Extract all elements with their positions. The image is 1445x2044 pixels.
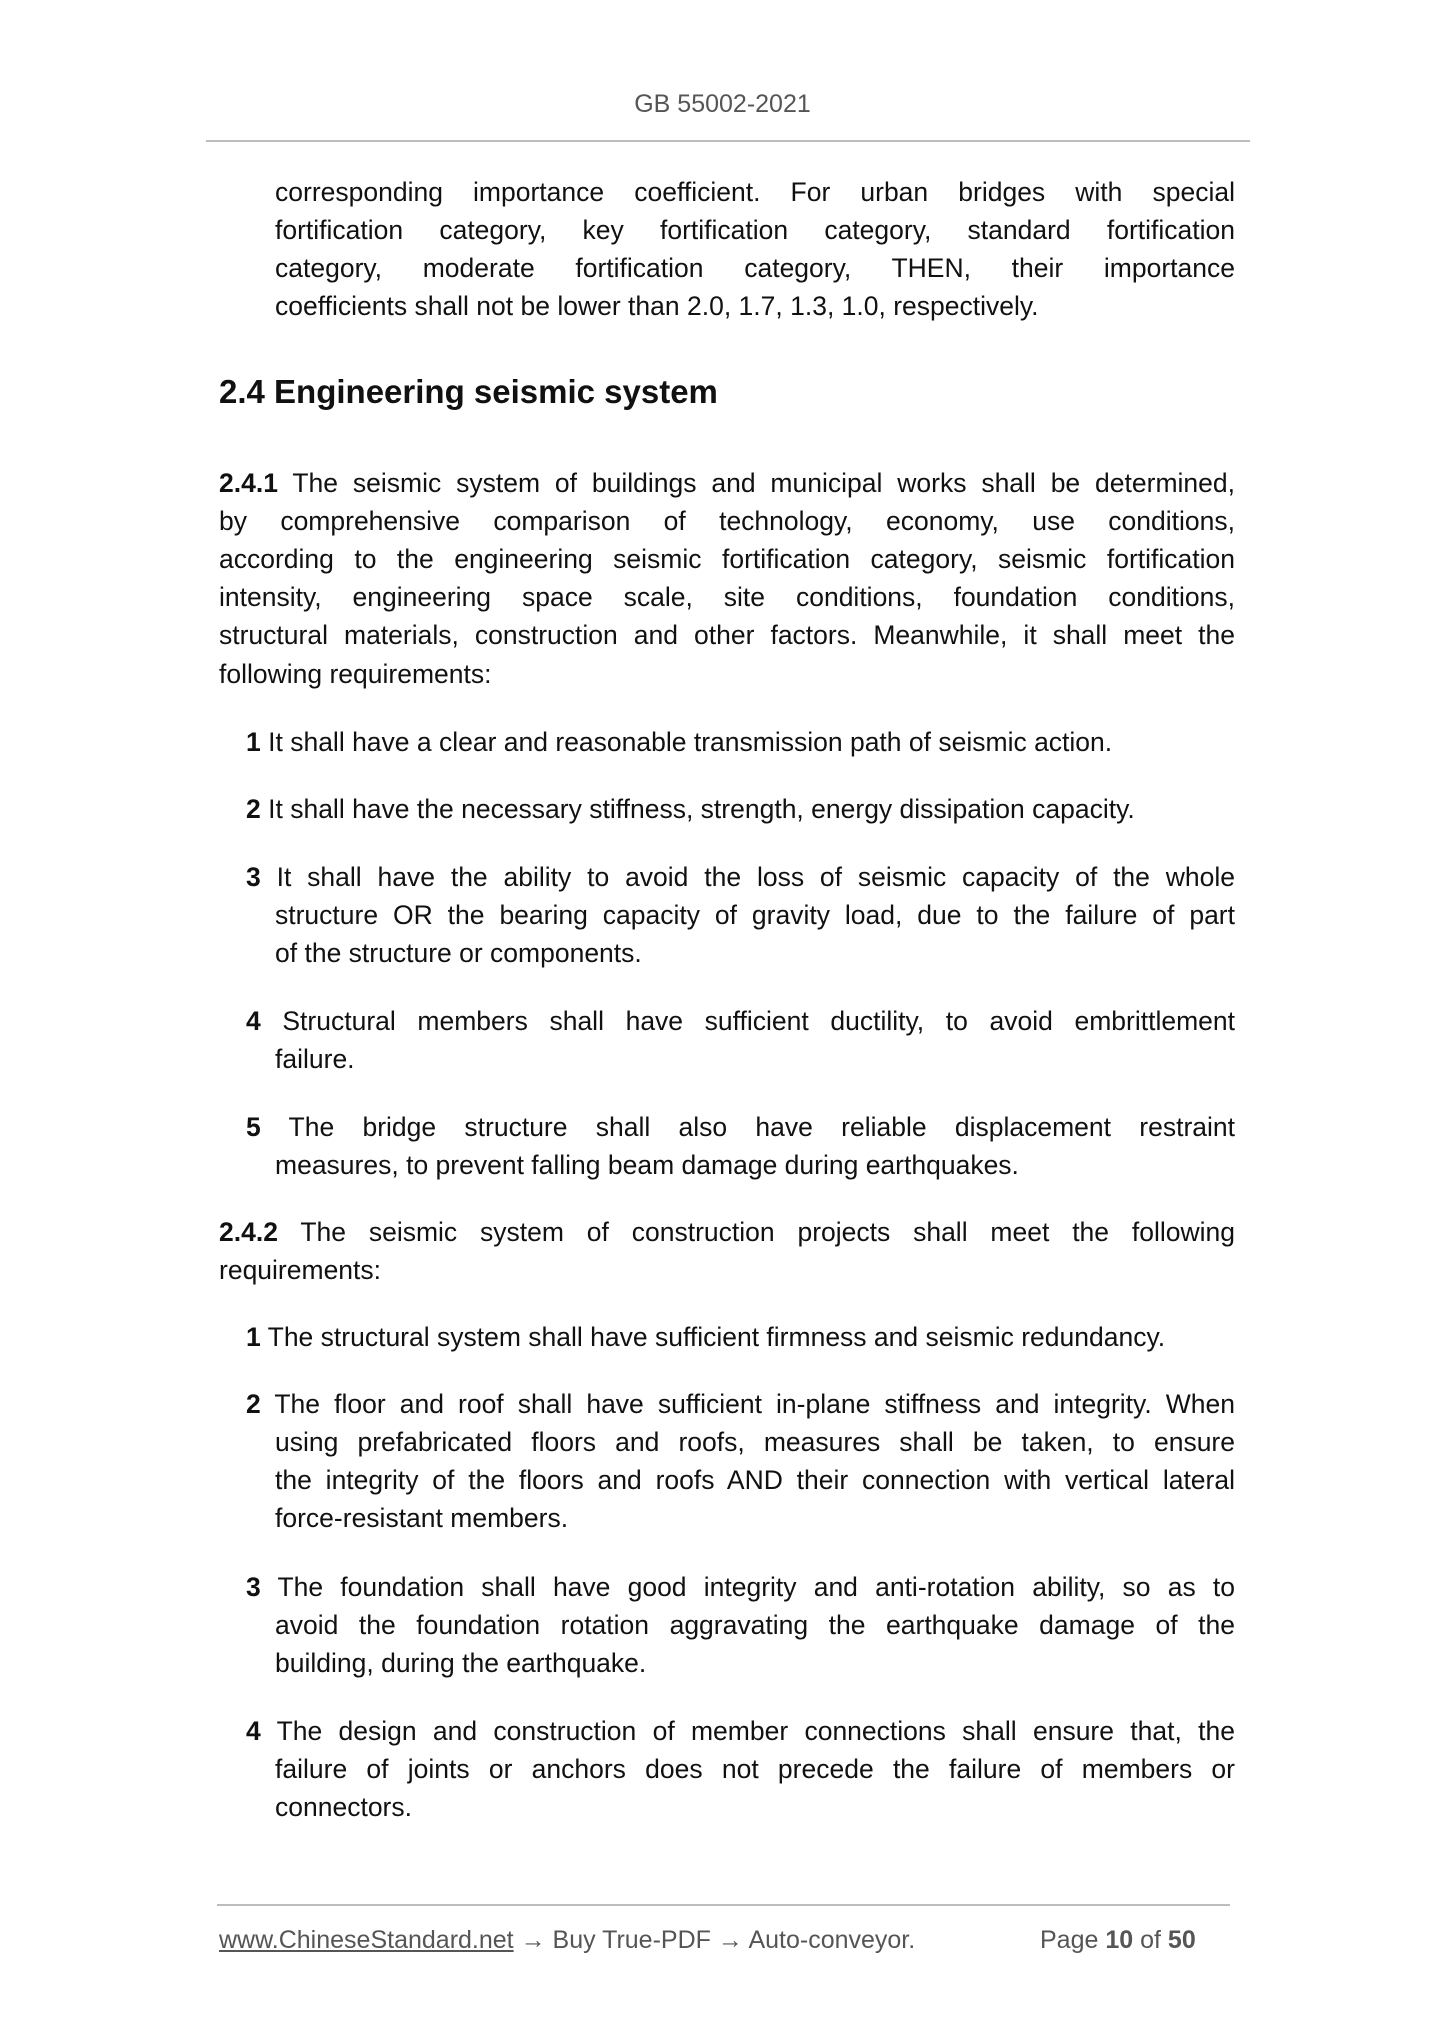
line-text: structural materials, construction and other factors. Meanwhile, it shall meet the (219, 620, 1235, 651)
text-line (275, 1040, 1235, 1078)
line-text: failure of joints or anchors does not precede the failure of members or (275, 1754, 1235, 1785)
text-line (246, 790, 1235, 828)
clause-number: 1 (246, 1322, 261, 1352)
text-line (275, 1644, 1235, 1682)
line-text: force-resistant members. (275, 1503, 569, 1534)
clause-number: 3 (246, 862, 261, 892)
text-line (219, 1251, 1235, 1289)
line-text: The foundation shall have good integrity and anti-rotation ability, so as to (260, 1572, 1235, 1602)
total-pages: 50 (1167, 1926, 1196, 1954)
clause-number: 4 (246, 1716, 261, 1746)
clause-number: 5 (246, 1112, 261, 1142)
text-line (219, 616, 1235, 654)
footer-divider (217, 1904, 1230, 1906)
line-text: corresponding importance coefficient. For urban bridges with special (275, 177, 1235, 207)
line-text: using prefabricated floors and roofs, measures shall be taken, to ensure (275, 1427, 1235, 1458)
text-line (246, 1385, 1235, 1423)
text-line (246, 723, 1235, 761)
clause-number: 2.4.2 (219, 1217, 278, 1247)
line-text: The floor and roof shall have sufficient in-plane stiffness and integrity. When (260, 1389, 1235, 1419)
text-line (219, 655, 1235, 693)
line-text: measures, to prevent falling beam damage during earthquakes. (275, 1150, 1019, 1181)
text-line (246, 1002, 1235, 1040)
line-text: intensity, engineering space scale, site conditions, foundation conditions, (219, 582, 1235, 613)
current-page: 10 (1105, 1926, 1134, 1954)
clause-number: 3 (246, 1572, 261, 1602)
line-text: according to the engineering seismic fortification category, seismic fortification (219, 544, 1235, 575)
text-line (219, 540, 1235, 578)
text-line (275, 1146, 1235, 1184)
line-text: by comprehensive comparison of technology, economy, use conditions, (219, 506, 1235, 537)
line-text: Structural members shall have sufficient ductility, to avoid embrittlement (260, 1006, 1235, 1036)
text-line (275, 1750, 1235, 1788)
line-text: building, during the earthquake. (275, 1648, 647, 1679)
text-line (219, 464, 1235, 502)
line-text: It shall have the necessary stiffness, strength, energy dissipation capacity. (260, 794, 1135, 824)
text-line (246, 1318, 1250, 1356)
text-line (219, 578, 1235, 616)
text-line (246, 858, 1235, 896)
line-text: The design and construction of member connections shall ensure that, the (260, 1716, 1235, 1746)
text-line (275, 1461, 1235, 1499)
line-text: of the structure or components. (275, 938, 642, 969)
clause-number: 1 (246, 727, 261, 757)
line-text: coefficients shall not be lower than 2.0, 1.7, 1.3, 1.0, respectively. (275, 291, 1039, 322)
auto-conveyor-text: Auto-conveyor. (748, 1926, 916, 1954)
footer-links (219, 1926, 915, 1955)
buy-pdf-text: Buy True-PDF (552, 1926, 711, 1954)
line-text: category, moderate fortification category, THEN, their importance (275, 253, 1235, 284)
line-text: It shall have the ability to avoid the loss of seismic capacity of the whole (260, 862, 1235, 892)
text-line (275, 1606, 1235, 1644)
line-text: fortification category, key fortification category, standard fortification (275, 215, 1235, 246)
line-text: requirements: (219, 1255, 382, 1286)
text-line (275, 287, 1235, 325)
of-label: of (1140, 1926, 1161, 1954)
line-text: avoid the foundation rotation aggravating the earthquake damage of the (275, 1610, 1235, 1641)
text-line (275, 173, 1235, 211)
line-text: connectors. (275, 1792, 412, 1823)
text-line (275, 249, 1235, 287)
clause-number: 2 (246, 794, 261, 824)
page-number (1040, 1926, 1196, 1955)
document-header: GB 55002-2021 (634, 90, 811, 118)
text-line (275, 1423, 1235, 1461)
line-text: The structural system shall have sufficient firmness and seismic redundancy. (260, 1322, 1166, 1352)
line-text: The seismic system of buildings and municipal works shall be determined, (277, 468, 1235, 498)
text-line (219, 1213, 1235, 1251)
clause-number: 4 (246, 1006, 261, 1036)
text-line (246, 1568, 1235, 1606)
line-text: It shall have a clear and reasonable transmission path of seismic action. (260, 727, 1113, 757)
text-line (246, 1712, 1235, 1750)
line-text: The bridge structure shall also have reliable displacement restraint (260, 1112, 1235, 1142)
website-link[interactable]: www.ChineseStandard.net (219, 1926, 514, 1954)
text-line (275, 211, 1235, 249)
text-line (275, 1788, 1235, 1826)
line-text: following requirements: (219, 658, 492, 689)
text-line (275, 934, 1235, 972)
text-line (219, 502, 1235, 540)
line-text: The seismic system of construction projects shall meet the following (277, 1217, 1235, 1247)
clause-number: 2 (246, 1389, 261, 1419)
text-line (275, 896, 1235, 934)
text-line (246, 1108, 1235, 1146)
line-text: the integrity of the floors and roofs AND their connection with vertical lateral (275, 1465, 1235, 1496)
header-divider (206, 140, 1250, 142)
line-text: failure. (275, 1044, 355, 1075)
arrow-icon: → (717, 1926, 743, 1954)
arrow-icon: → (520, 1926, 546, 1954)
text-line (275, 1499, 1235, 1537)
page-label: Page (1040, 1926, 1099, 1954)
line-text: structure OR the bearing capacity of gravity load, due to the failure of part (275, 900, 1235, 931)
clause-number: 2.4.1 (219, 468, 278, 498)
section-heading: 2.4 Engineering seismic system (219, 373, 718, 410)
